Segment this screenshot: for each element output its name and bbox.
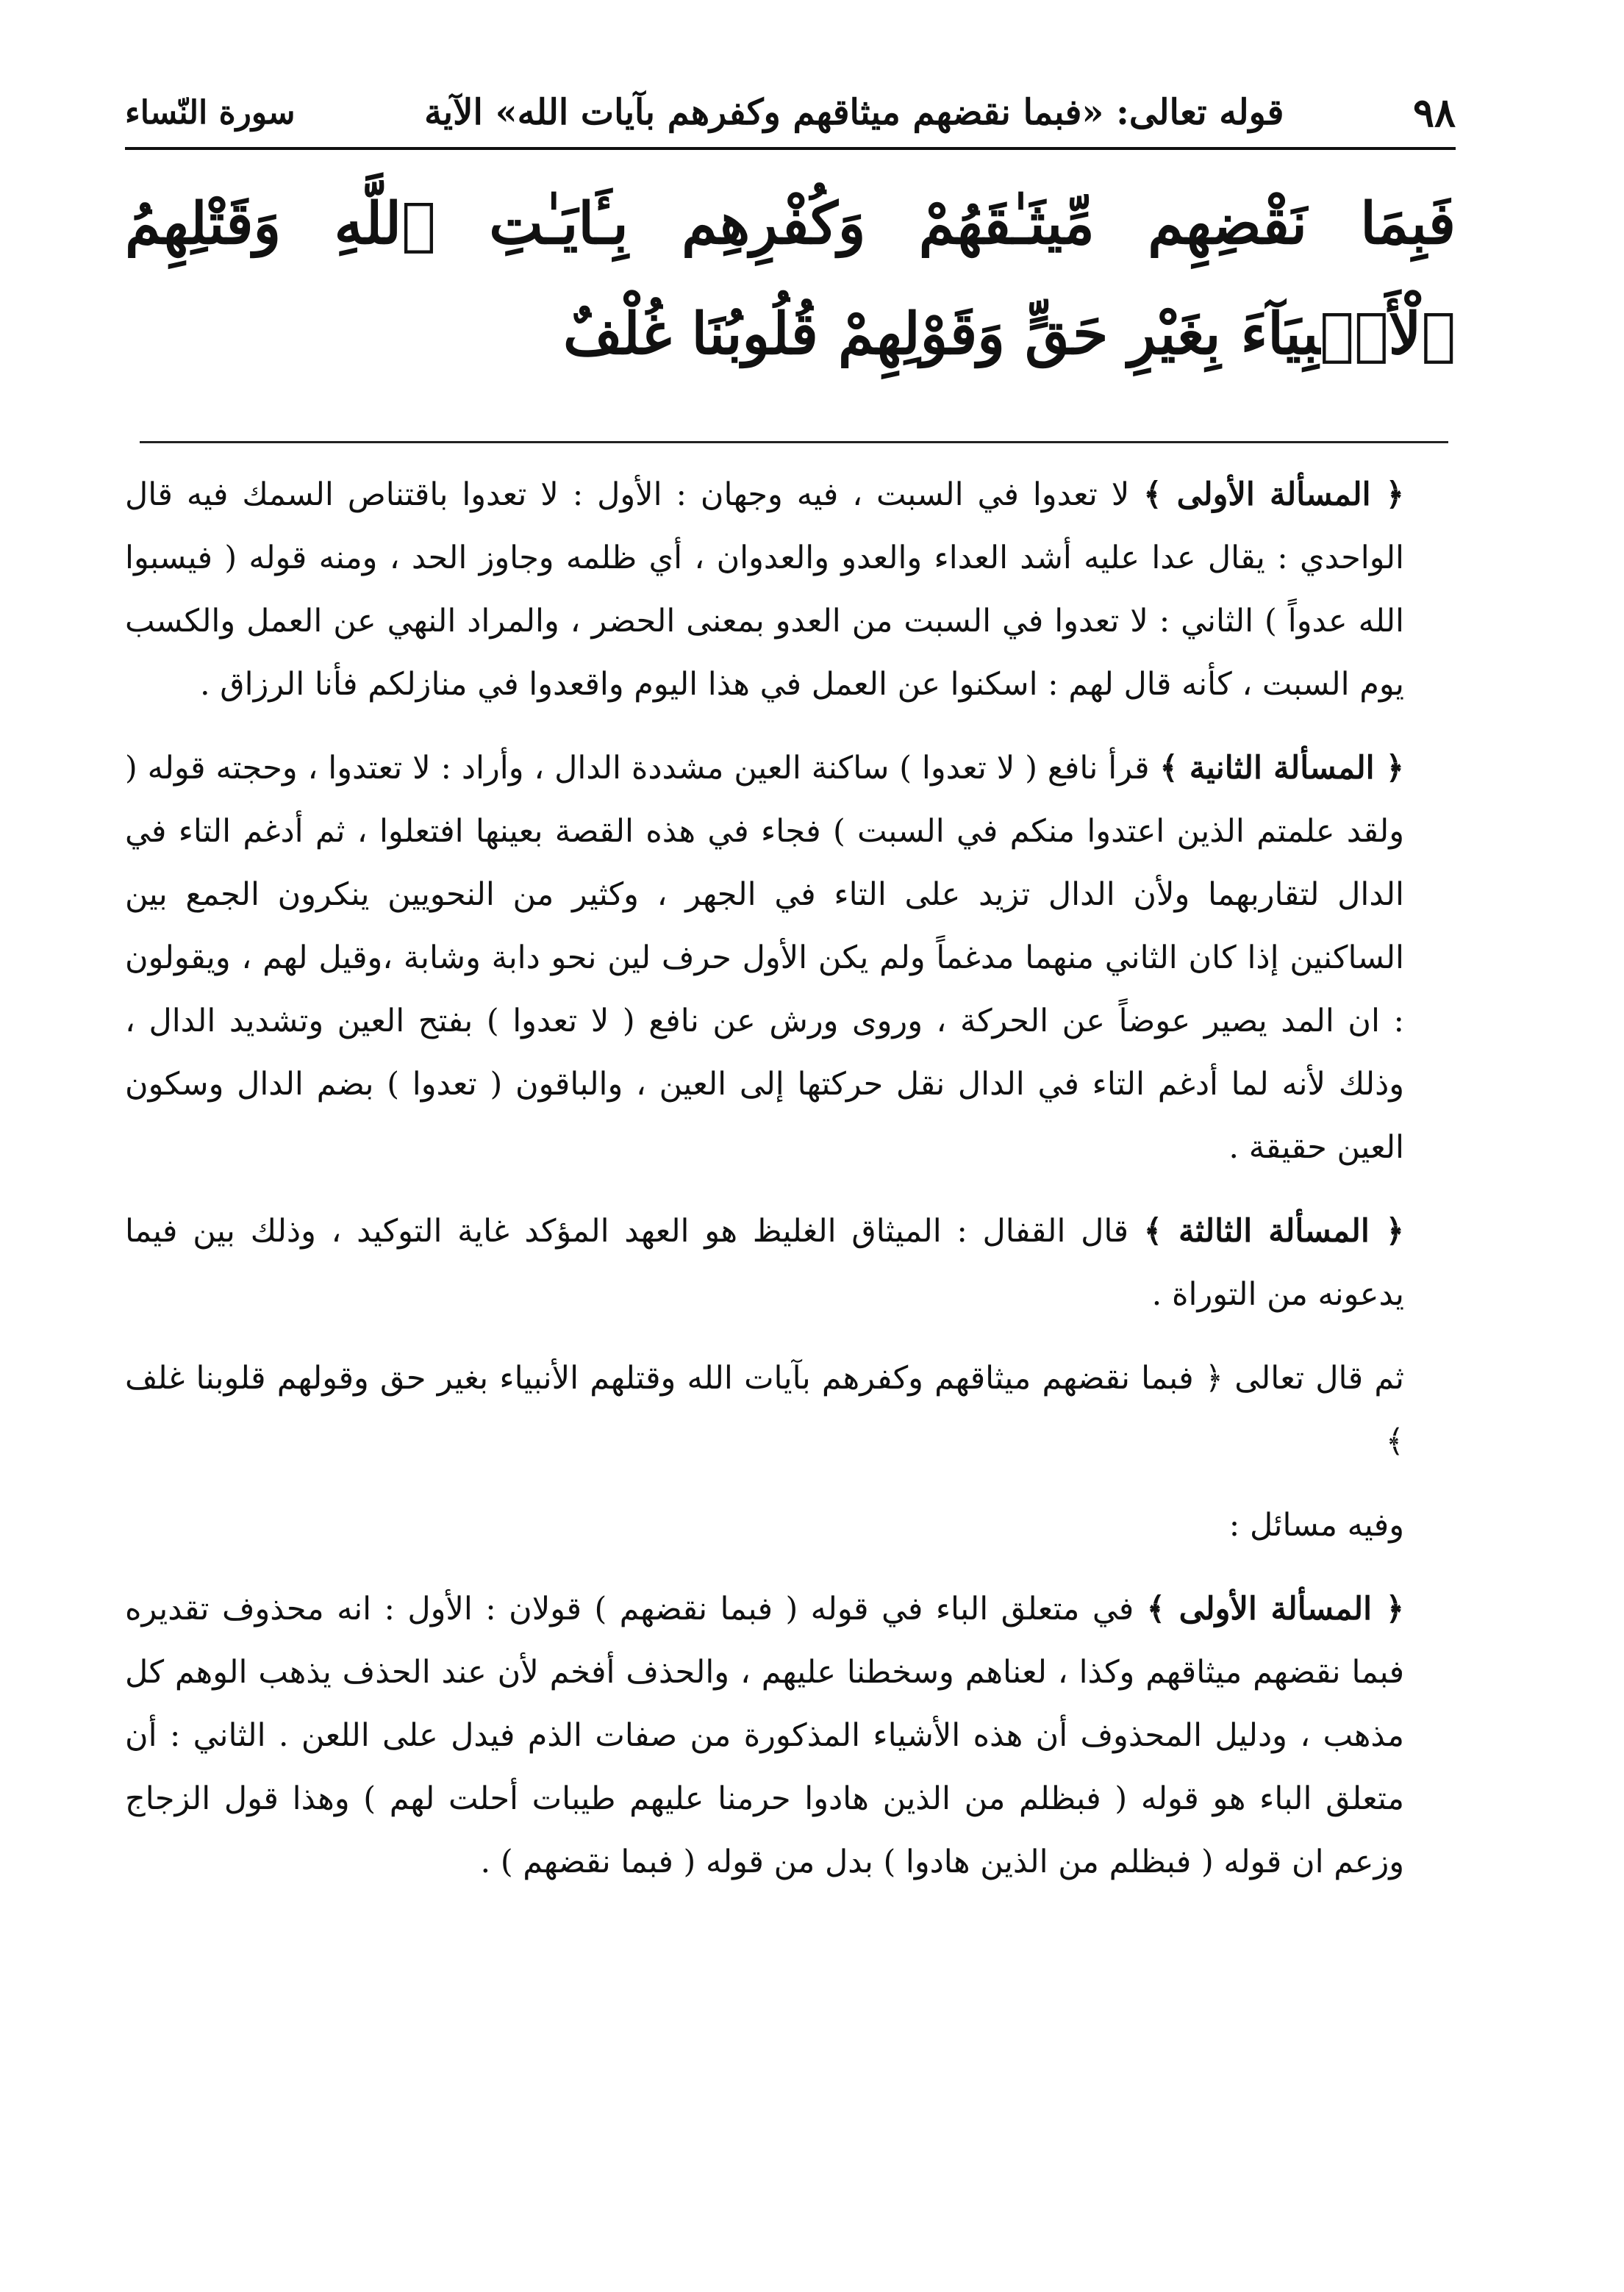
running-title: قوله تعالى: «فبما نقضهم ميثاقهم وكفرهم بآيات الله» الآية — [424, 92, 1284, 133]
commentary-body — [125, 463, 1456, 1914]
paragraph-text: قال القفال : الميثاق الغليظ هو العهد المؤكد غاية التوكيد ، وذلك بين فيما يدعونه من التوراة . — [125, 1213, 1404, 1313]
paragraph-3 — [125, 1200, 1456, 1326]
paragraph-6 — [125, 1577, 1456, 1894]
section-divider — [140, 441, 1448, 443]
paragraph-text: في متعلق الباء في قوله ( فبما نقضهم ) قولان : الأول : انه محذوف تقديره فبما نقضهم ميثاقهم وكذا ، لعناهم وسخطنا عليهم ، والحذف أفخم لأن عند الحذف يذهب الوهم كل مذهب ، ودليل المحذوف أن هذه الأشياء المذكورة من صفات الذم فيدل على اللعن . الثاني : أن متعلق الباء هو قوله ( فبظلم من الذين هادوا حرمنا عليهم طيبات أحلت لهم ) وهذا قول الزجاج وزعم ان قوله ( فبظلم من الذين هادوا ) بدل من قوله ( فبما نقضهم ) . — [125, 1591, 1404, 1880]
issue-heading: ﴿ المسألة الثالثة ﴾ — [1143, 1213, 1404, 1250]
paragraph-1 — [125, 463, 1456, 716]
page-header — [125, 79, 1456, 146]
paragraph-5 — [125, 1494, 1456, 1557]
surah-name: سورة النّساء — [125, 93, 296, 132]
paragraph-text: وفيه مسائل : — [1228, 1507, 1404, 1544]
paragraph-text: لا تعدوا في السبت ، فيه وجهان : الأول : لا تعدوا باقتناص السمك فيه قال الواحدي : يقال عدا عليه أشد العداء والعدو والعدوان ، أي ظلمه وجاوز الحد ، ومنه قوله ( فيسبوا الله عدواً ) الثاني : لا تعدوا في السبت من العدو بمعنى الحضر ، والمراد النهي عن العمل والكسب يوم السبت ، كأنه قال لهم : اسكنوا عن العمل في هذا اليوم واقعدوا في منازلكم فأنا الرزاق . — [125, 476, 1404, 703]
issue-heading: ﴿ المسألة الأولى ﴾ — [1146, 1591, 1404, 1627]
paragraph-2 — [125, 737, 1456, 1179]
page-number: ٩٨ — [1412, 89, 1456, 136]
paragraph-text: قرأ نافع ( لا تعدوا ) ساكنة العين مشددة الدال ، وأراد : لا تعتدوا ، وحجته قوله ( ولقد علمتم الذين اعتدوا منكم في السبت ) فجاء في هذه القصة بعينها افتعلوا ، ثم أدغم التاء في الدال لتقاربهما ولأن الدال تزيد على التاء في الجهر ، وكثير من النحويين ينكرون الجمع بين الساكنين إذا كان الثاني منهما مدغماً ولم يكن الأول حرف لين نحو دابة وشابة ،وقيل لهم ، ويقولون : ان المد يصير عوضاً عن الحركة ، وروى ورش عن نافع ( لا تعدوا ) بفتح العين وتشديد الدال ، وذلك لأنه لما أدغم التاء في الدال نقل حركتها إلى العين ، والباقون ( تعدوا ) بضم الدال وسكون العين حقيقة . — [125, 750, 1404, 1166]
paragraph-4 — [125, 1347, 1456, 1473]
paragraph-text: ثم قال تعالى ﴿ فبما نقضهم ميثاقهم وكفرهم بآيات الله وقتلهم الأنبياء بغير حق وقولهم قلوبنا غلف ﴾ — [125, 1360, 1404, 1460]
issue-heading: ﴿ المسألة الثانية ﴾ — [1159, 750, 1404, 787]
quran-verse: فَبِمَا نَقْضِهِم مِّيثَـٰقَهُمْ وَكُفْرِهِم بِـَٔايَـٰتِ ٱللَّهِ وَقَتْلِهِمُ ٱلْأَنۢبِيَآءَ بِغَيْرِ حَقٍّ وَقَوْلِهِمْ قُلُوبُنَا غُلْفٌ — [125, 190, 1456, 368]
header-rule — [125, 147, 1456, 150]
issue-heading: ﴿ المسألة الأولى ﴾ — [1143, 476, 1404, 513]
